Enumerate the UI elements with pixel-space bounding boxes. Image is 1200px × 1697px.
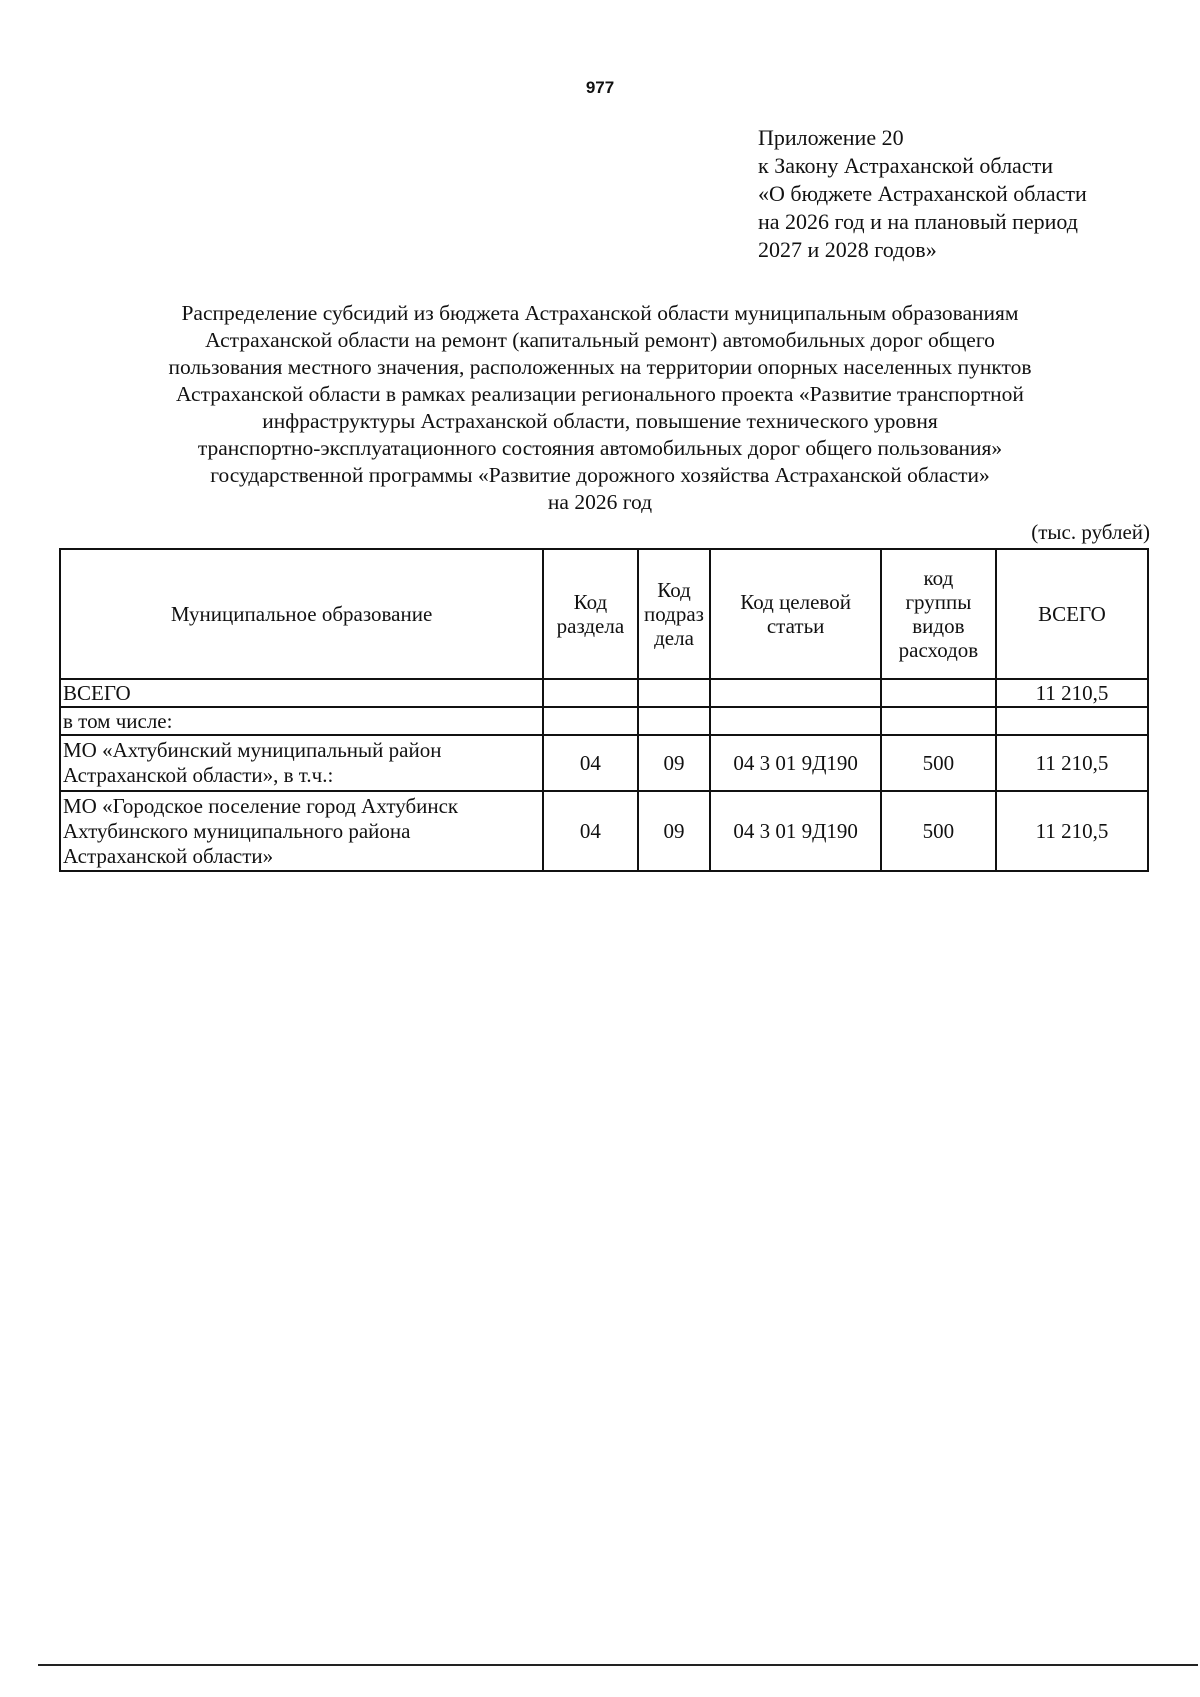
title-line: транспортно-эксплуатационного состояния автомобильных дорог общего пользования» <box>197 436 1003 460</box>
cell-subsection: 09 <box>638 735 711 791</box>
appendix-line: 2027 и 2028 годов» <box>758 237 937 262</box>
title-line: государственной программы «Развитие дорожного хозяйства Астраханской области» <box>210 463 990 487</box>
header-line: подраз <box>644 602 704 626</box>
name-line: Ахтубинского муниципального района <box>63 818 411 843</box>
table-row-including <box>60 707 1148 735</box>
name-line: в том числе: <box>63 708 173 733</box>
title-line: пользования местного значения, расположенных на территории опорных населенных пунктов <box>168 355 1032 379</box>
header-line: код <box>923 566 954 590</box>
cell-total: 11 210,5 <box>996 791 1148 871</box>
document-title <box>60 300 1140 516</box>
cell-target: 04 3 01 9Д190 <box>710 791 880 871</box>
header-line: видов <box>912 614 965 638</box>
cell-subsection <box>638 707 711 735</box>
cell-municipality <box>60 791 543 871</box>
cell-group: 500 <box>881 735 996 791</box>
appendix-line: Приложение 20 <box>758 125 904 150</box>
title-line: инфраструктуры Астраханской области, повышение технического уровня <box>262 409 938 433</box>
table-header-row <box>60 549 1148 679</box>
name-line: Астраханской области» <box>63 843 274 868</box>
header-municipality: Муниципальное образование <box>60 549 543 679</box>
cell-group <box>881 679 996 707</box>
appendix-note <box>758 124 1178 264</box>
header-expense-group <box>881 549 996 679</box>
cell-target <box>710 679 880 707</box>
header-target-code <box>710 549 880 679</box>
header-line: группы <box>905 590 972 614</box>
title-line: Распределение субсидий из бюджета Астраханской области муниципальным образованиям <box>181 301 1019 325</box>
appendix-line: на 2026 год и на плановый период <box>758 209 1078 234</box>
cell-total: 11 210,5 <box>996 679 1148 707</box>
cell-target <box>710 707 880 735</box>
title-line: на 2026 год <box>547 490 653 514</box>
cell-group: 500 <box>881 791 996 871</box>
cell-municipality <box>60 679 543 707</box>
cell-target: 04 3 01 9Д190 <box>710 735 880 791</box>
header-line: статьи <box>766 614 825 638</box>
cell-section <box>543 707 637 735</box>
cell-municipality <box>60 735 543 791</box>
header-line: раздела <box>556 614 625 638</box>
header-line: расходов <box>898 638 979 662</box>
name-line: Астраханской области», в т.ч.: <box>63 763 334 787</box>
table-row <box>60 735 1148 791</box>
units-label: (тыс. рублей) <box>1031 520 1150 544</box>
cell-section <box>543 679 637 707</box>
footer-divider <box>38 1664 1198 1666</box>
cell-total <box>996 707 1148 735</box>
cell-section: 04 <box>543 791 637 871</box>
cell-municipality <box>60 707 543 735</box>
header-line: Код <box>573 590 608 614</box>
name-line: ВСЕГО <box>63 680 131 705</box>
cell-group <box>881 707 996 735</box>
name-line: МО «Ахтубинский муниципальный район <box>63 738 442 762</box>
header-line: дела <box>654 626 694 650</box>
cell-section: 04 <box>543 735 637 791</box>
table-row-total <box>60 679 1148 707</box>
title-line: Астраханской области на ремонт (капитальный ремонт) автомобильных дорог общего <box>205 328 995 352</box>
header-section-code <box>543 549 637 679</box>
header-line: Код целевой <box>740 590 851 614</box>
appendix-line: «О бюджете Астраханской области <box>758 181 1087 206</box>
page-number: 977 <box>585 78 615 97</box>
header-line: Код <box>657 578 691 602</box>
appendix-line: к Закону Астраханской области <box>758 153 1053 178</box>
header-total: ВСЕГО <box>996 549 1148 679</box>
name-line: МО «Городское поселение город Ахтубинск <box>63 793 459 818</box>
distribution-table <box>59 548 1149 872</box>
cell-subsection <box>638 679 711 707</box>
cell-total: 11 210,5 <box>996 735 1148 791</box>
table-row <box>60 791 1148 871</box>
title-line: Астраханской области в рамках реализации регионального проекта «Развитие транспортной <box>176 382 1024 406</box>
header-subsection-code <box>638 549 711 679</box>
cell-subsection: 09 <box>638 791 711 871</box>
